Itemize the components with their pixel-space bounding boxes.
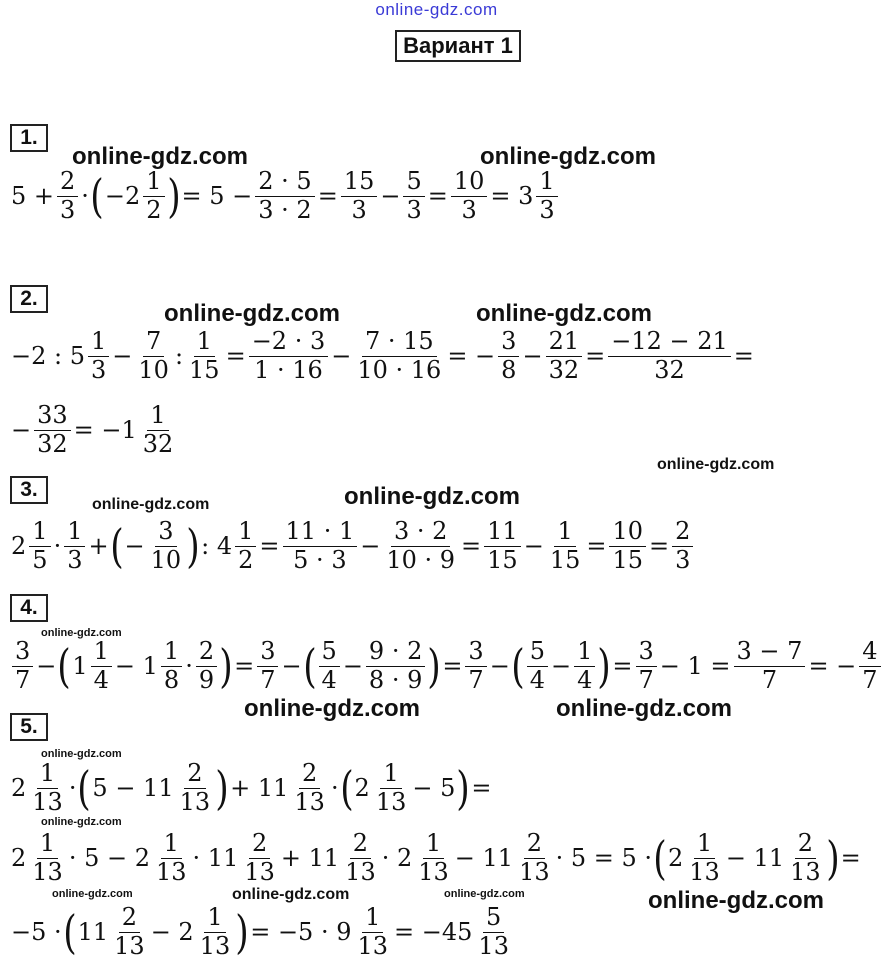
top-watermark: online-gdz.com	[375, 0, 498, 19]
task-5-solution-line-1: 2 1 13 · ( 5 − 11 2 13 ) + 11 2 13 · ( 2 1 13 − 5 ) =	[11, 758, 492, 816]
watermark: online-gdz.com	[52, 888, 133, 900]
task-number-4: 4.	[10, 594, 48, 622]
watermark: online-gdz.com	[232, 886, 350, 903]
watermark: online-gdz.com	[41, 816, 122, 828]
watermark: online-gdz.com	[164, 300, 340, 327]
task-2-solution-line-1: −2 : 5 1 3 − $\frac{7}{10}$ : $\frac{1}{15}$ = $\frac{-2 \cdot 3}{1 \cdot 16}$ − $\frac{7 \cdot 15}{10 \cdot 16}$ = − $\frac{3}{8}$ − $\frac{21}{32}$ = $\frac{-12 - 21}{32}$ =	[11, 326, 754, 384]
page-title: Вариант 1	[395, 30, 521, 62]
task-5-solution-line-3: −5 · ( 11 2 13 − 2 1 13 ) = −5 · 9 $\frac{1}{13}$ = −45 5 13	[11, 902, 509, 960]
watermark: online-gdz.com	[344, 483, 520, 510]
task-2-solution-line-2: − $\frac{33}{32}$ = −1 1 32	[11, 400, 174, 458]
task-5-solution-line-2: 2 1 13 · 5 − 2 1 13 · 11 2 13 + 11 2 13 · 2 1 13 − 11 2 13 · 5 = 5 · ( 2 1 13 − 11 2 13 ) =	[11, 828, 861, 886]
watermark: online-gdz.com	[556, 695, 732, 722]
task-1-solution: 5 + $\frac{2}{3}$ · ( −2 1 2 ) = 5 − $\frac{2 \cdot 5}{3 \cdot 2}$ = $\frac{15}{3}$ − $\frac{5}{3}$ = $\frac{10}{3}$ = 3 1 3	[10, 168, 560, 224]
watermark: online-gdz.com	[92, 496, 210, 513]
watermark: online-gdz.com	[41, 748, 122, 760]
task-4-solution: 3 7 − ( 1 1 4 − 1 1 8 · 2 9 ) = $\frac{3}{7}$ − ( 5 4 − $\frac{9 \cdot 2}{8 \cdot 9}$ ) = $\frac{3}{7}$ − ( 5 4 − $\frac{1}{4}$ ) = $\frac{3}{7}$ − 1 = $\frac{3 - 7}{7}$ = − $\frac{4}{7}$	[10, 638, 883, 694]
watermark: online-gdz.com	[480, 143, 656, 170]
watermark: online-gdz.com	[244, 695, 420, 722]
task-number-5: 5.	[10, 713, 48, 741]
watermark: online-gdz.com	[648, 887, 824, 914]
watermark: online-gdz.com	[657, 456, 775, 473]
watermark: online-gdz.com	[72, 143, 248, 170]
watermark: online-gdz.com	[476, 300, 652, 327]
watermark: online-gdz.com	[41, 627, 122, 639]
task-3-solution: 2 1 5 · 1 3 + ( − $\frac{3}{10}$ ) : 4 $\frac{1}{2}$ = $\frac{11 \cdot 1}{5 \cdot 3}$ − $\frac{3 \cdot 2}{10 \cdot 9}$ = $\frac{11}{15}$ − $\frac{1}{15}$ = $\frac{10}{15}$ = $\frac{2}{3}$	[10, 518, 695, 574]
watermark: online-gdz.com	[444, 888, 525, 900]
task-number-1: 1.	[10, 124, 48, 152]
task-number-3: 3.	[10, 476, 48, 504]
task-number-2: 2.	[10, 285, 48, 313]
